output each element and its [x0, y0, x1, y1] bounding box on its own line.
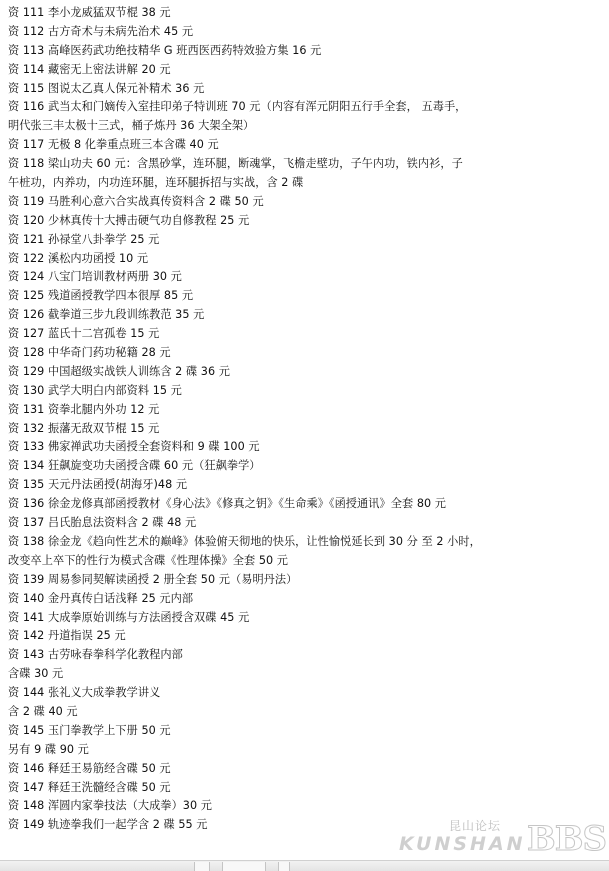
text-line: 资 127 蓝氏十二宫孤卷 15 元	[8, 327, 160, 341]
text-line: 资 148 浑圆内家拳技法（大成拳）30 元	[8, 799, 212, 813]
text-line: 资 134 狂飙旋变功夫函授含碟 60 元（狂飙拳学）	[8, 459, 261, 473]
text-line: 资 141 大成拳原始训练与方法函授含双碟 45 元	[8, 610, 250, 624]
watermark-chinese: 昆山论坛	[449, 819, 502, 833]
text-line: 资 149 轨迹拳我们一起学含 2 碟 55 元	[8, 818, 208, 832]
text-line: 资 140 金丹真传白话浅释 25 元内部	[8, 591, 194, 605]
toolbar-cell	[278, 862, 290, 871]
text-line: 含 2 碟 40 元	[8, 704, 78, 718]
text-line: 资 121 孙禄堂八卦拳学 25 元	[8, 232, 160, 246]
text-line: 另有 9 碟 90 元	[8, 742, 89, 756]
text-line: 资 118 梁山功夫 60 元：含黑砂掌，连环腿，断魂掌，飞檐走壁功，子午内功，铁内衫，子	[8, 157, 463, 171]
text-line: 资 129 中国超级实战铁人训练含 2 碟 36 元	[8, 364, 230, 378]
watermark-latin: KUNSHAN	[399, 833, 526, 855]
text-line: 资 116 武当太和门嫡传入室挂印弟子特训班 70 元（内容有浑元阴阳五行手全套， 五毒手，	[8, 100, 467, 114]
text-line: 资 112 古方奇术与未病先治术 45 元	[8, 24, 194, 38]
text-line: 资 135 天元丹法函授(胡海牙)48 元	[8, 478, 188, 492]
text-line: 资 111 李小龙威猛双节棍 38 元	[8, 6, 171, 19]
toolbar-cell	[194, 862, 210, 871]
text-line: 资 120 少林真传十大搏击硬气功自修教程 25 元	[8, 213, 250, 227]
text-line: 资 145 玉门拳教学上下册 50 元	[8, 723, 171, 737]
text-line: 资 142 丹道指误 25 元	[8, 629, 126, 643]
text-line: 明代张三丰太极十三式，桶子炼丹 36 大架全架）	[8, 119, 255, 133]
bottom-toolbar-strip	[0, 860, 609, 871]
text-line: 资 146 释廷王易筋经含碟 50 元	[8, 761, 171, 775]
text-line: 资 133 佛家禅武功夫函授全套资料和 9 碟 100 元	[8, 440, 260, 454]
text-line: 资 138 徐金龙《趋向性艺术的巅峰》体验俯天彻地的快乐，让性愉悦延长到 30 分 至 2 小时，	[8, 534, 481, 548]
watermark-bbs: BBS	[527, 819, 607, 859]
text-line: 资 132 振藩无敌双节棍 15 元	[8, 421, 160, 435]
text-line: 资 144 张礼义大成拳教学讲义	[8, 686, 161, 700]
text-line: 资 122 溪松内功函授 10 元	[8, 251, 149, 265]
text-line: 资 128 中华奇门药功秘籍 28 元	[8, 346, 171, 360]
document-body	[8, 4, 604, 835]
text-line: 午桩功，内养功，内功连环腿，连环腿拆招与实战，含 2 碟	[8, 176, 304, 190]
text-line: 改变卒上卒下的性行为模式含碟《性理体操》全套 50 元	[8, 553, 289, 567]
text-line: 资 117 无极 8 化拳重点班三本含碟 40 元	[8, 138, 219, 152]
text-line: 资 147 释廷王洗髓经含碟 50 元	[8, 780, 171, 794]
text-line: 含碟 30 元	[8, 667, 64, 681]
text-line: 资 136 徐金龙修真部函授教材《身心法》《修真之钥》《生命乘》《函授通讯》全套 80 元	[8, 497, 447, 511]
toolbar-cell	[222, 862, 266, 871]
text-line: 资 131 资拳北腿内外功 12 元	[8, 402, 160, 416]
text-line: 资 119 马胜利心意六合实战真传资料含 2 碟 50 元	[8, 194, 264, 208]
text-line: 资 115 图说太乙真人保元补精术 36 元	[8, 81, 205, 95]
text-line: 资 143 古劳咏春拳科学化教程内部	[8, 648, 183, 662]
text-line: 资 126 截拳道三步九段训练教范 35 元	[8, 308, 205, 322]
text-line: 资 137 吕氏胎息法资料含 2 碟 48 元	[8, 516, 197, 530]
text-line: 资 139 周易参同契解读函授 2 册全套 50 元（易明丹法）	[8, 572, 298, 586]
text-line: 资 124 八宝门培训教材两册 30 元	[8, 270, 182, 284]
text-line: 资 114 藏密无上密法讲解 20 元	[8, 62, 171, 76]
text-line: 资 113 高峰医药武功绝技精华 G 班西医西药特效验方集 16 元	[8, 43, 322, 57]
text-line: 资 130 武学大明白内部资料 15 元	[8, 383, 182, 397]
text-line: 资 125 残道函授教学四本很厚 85 元	[8, 289, 194, 303]
